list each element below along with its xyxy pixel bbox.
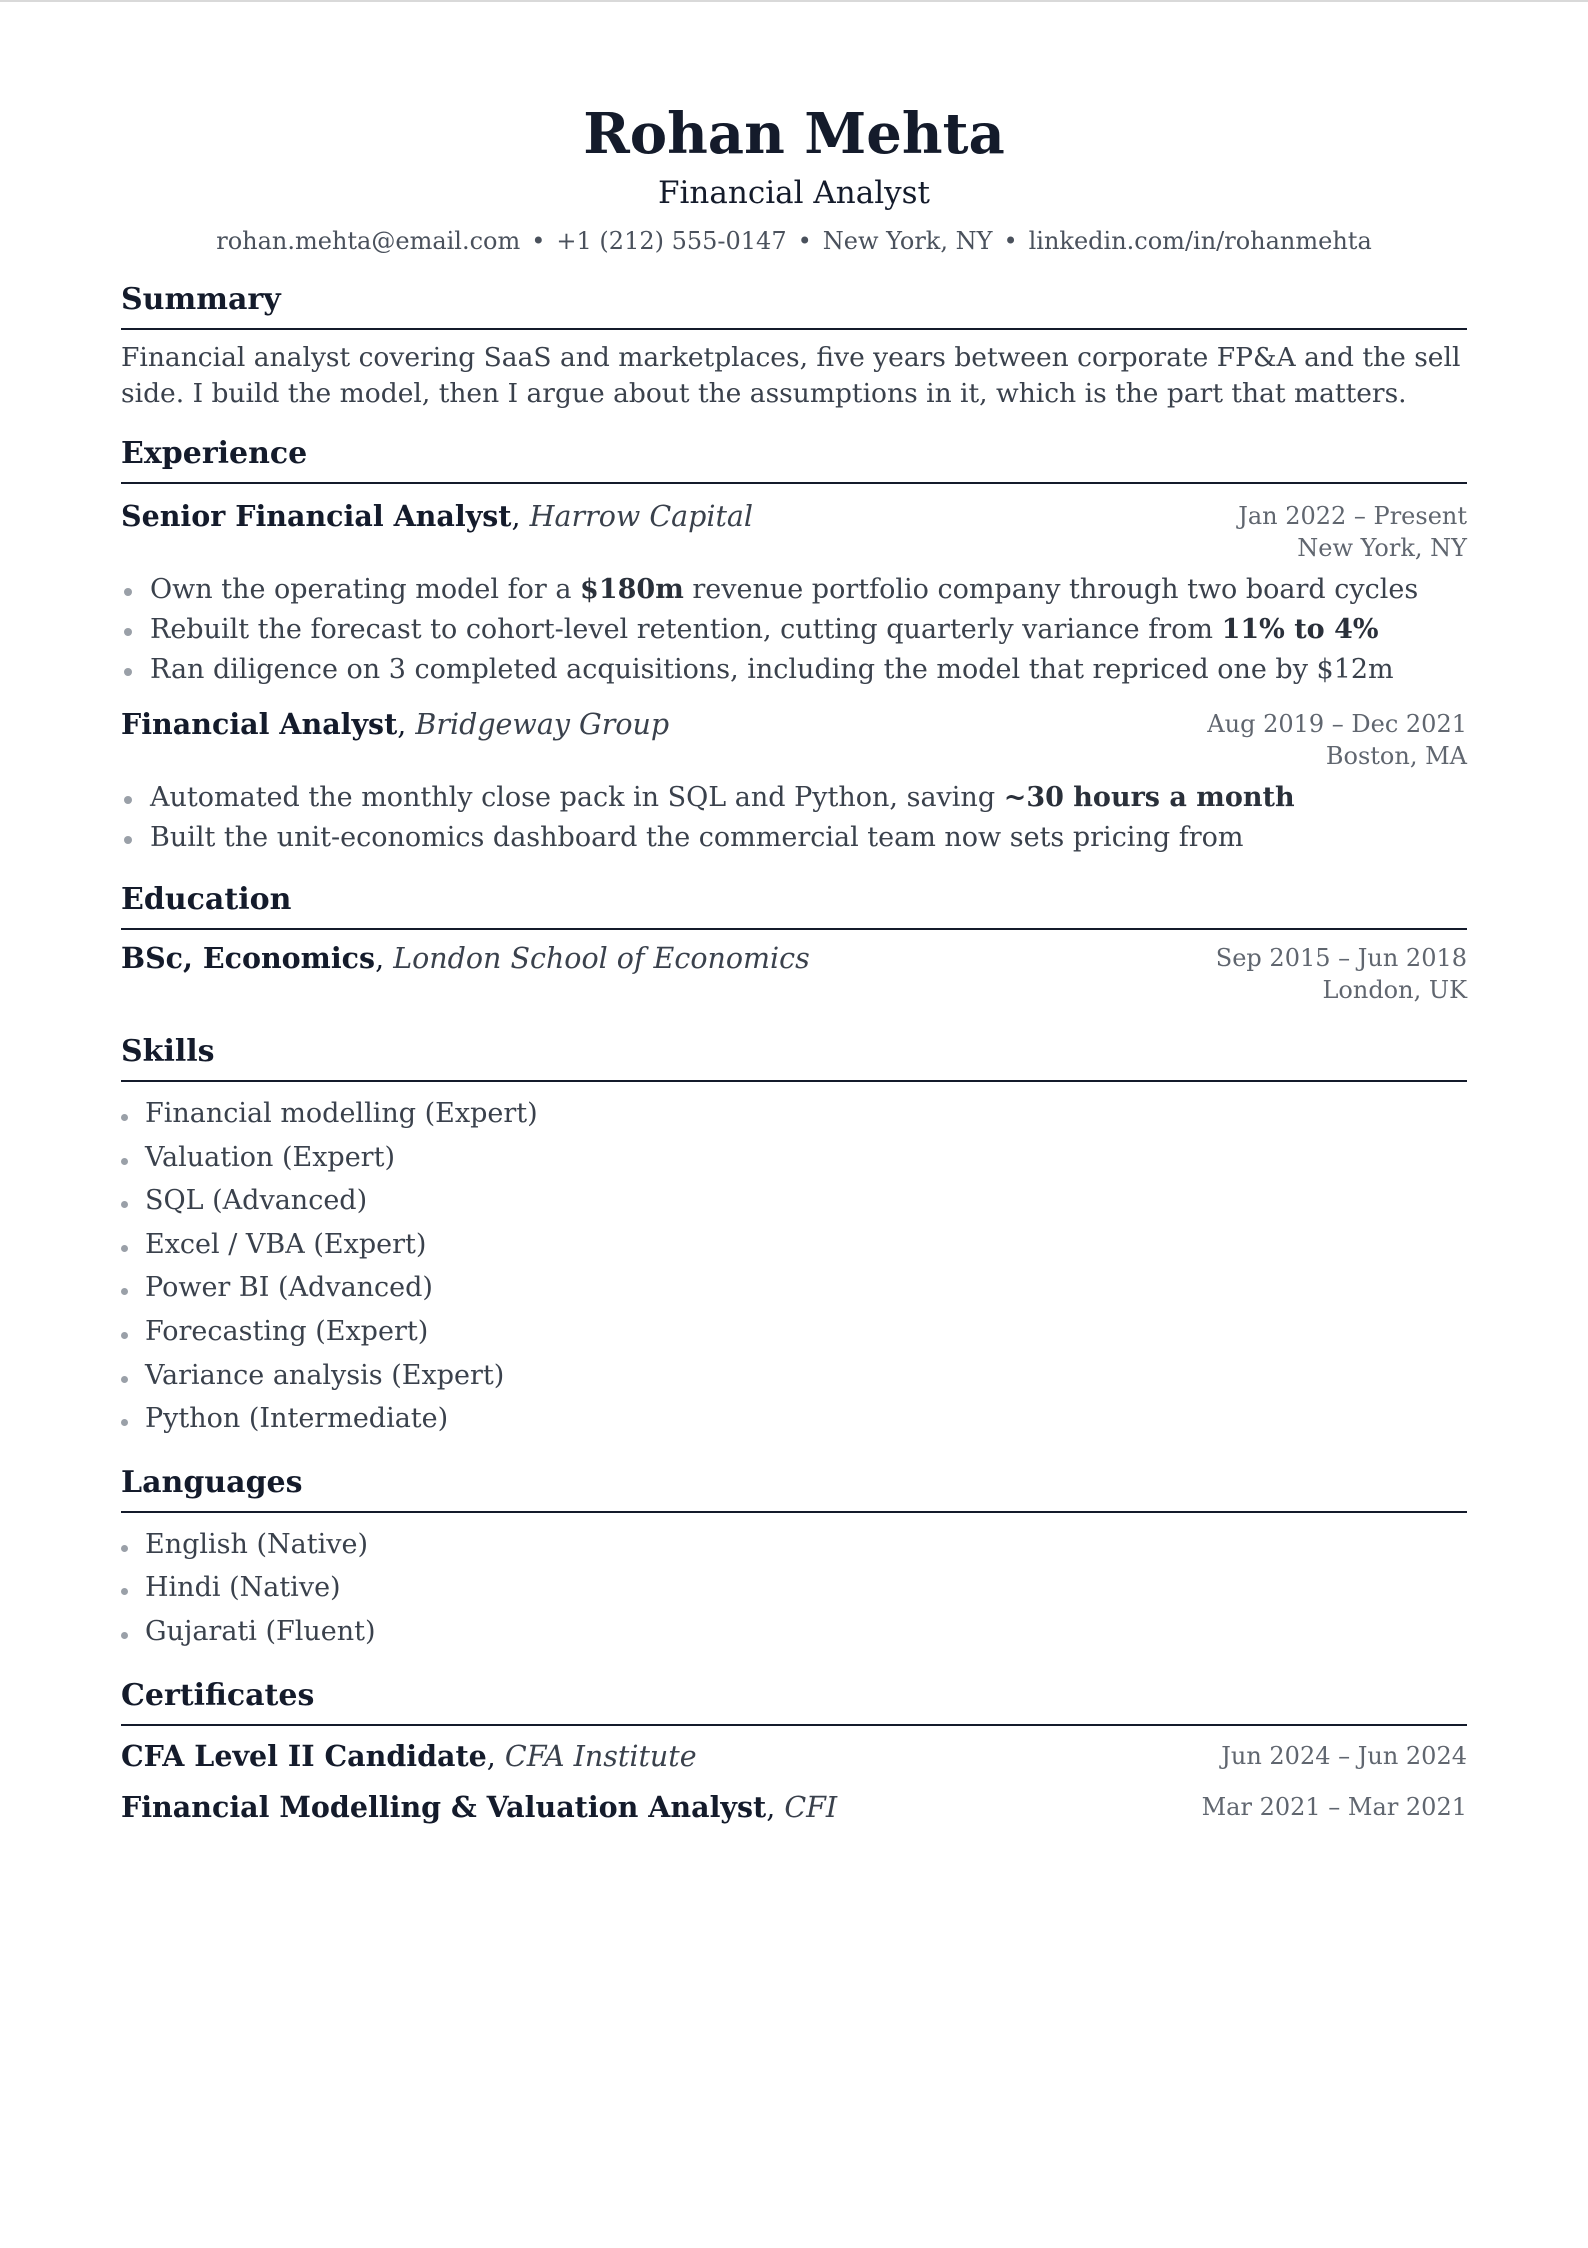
- certificate-dates: Mar 2021 – Mar 2021: [1201, 1792, 1467, 1821]
- skill-item: Excel / VBA (Expert): [121, 1223, 1467, 1267]
- skill-item: Variance analysis (Expert): [121, 1354, 1467, 1398]
- skill-item: Power BI (Advanced): [121, 1266, 1467, 1310]
- education-entry: [121, 938, 1467, 1006]
- contact-line: [121, 224, 1467, 258]
- job-heading: Senior Financial Analyst, Harrow Capital: [121, 499, 754, 533]
- job-bullet: Ran diligence on 3 completed acquisitions, including the model that repriced one by $12m: [121, 650, 1467, 690]
- skills-section: [121, 1030, 1467, 1441]
- contact-email[interactable]: rohan.mehta@email.com: [216, 227, 521, 255]
- languages-section: [121, 1461, 1467, 1654]
- job-bullet: Automated the monthly close pack in SQL and Python, saving ~30 hours a month: [121, 778, 1467, 818]
- language-item: Hindi (Native): [121, 1566, 1467, 1610]
- certificate-entry: [121, 1787, 1467, 1828]
- education-school: London School of Economics: [393, 942, 810, 975]
- education-section: [121, 878, 1467, 1006]
- job-entry: [121, 496, 1467, 564]
- certificate-name: CFA Level II Candidate: [121, 1738, 487, 1773]
- certificate-heading: Financial Modelling & Valuation Analyst, CFI: [121, 1789, 838, 1824]
- job-company: Bridgeway Group: [415, 708, 670, 741]
- skill-item: Forecasting (Expert): [121, 1310, 1467, 1354]
- candidate-name: Rohan Mehta: [583, 101, 1005, 167]
- job-company: Harrow Capital: [529, 500, 754, 533]
- certificates-section: [121, 1674, 1467, 1828]
- languages-list: [121, 1523, 1467, 1654]
- job-meta: [1207, 704, 1467, 772]
- language-item: Gujarati (Fluent): [121, 1610, 1467, 1654]
- education-degree: BSc, Economics: [121, 941, 376, 975]
- skill-item: Python (Intermediate): [121, 1397, 1467, 1441]
- job-location: New York, NY: [1297, 534, 1467, 562]
- candidate-role: Financial Analyst: [658, 175, 930, 211]
- education-location: London, UK: [1322, 976, 1467, 1004]
- language-item: English (Native): [121, 1523, 1467, 1567]
- education-meta: [1216, 938, 1467, 1006]
- section-title-education: Education: [121, 878, 1467, 930]
- skill-item: Financial modelling (Expert): [121, 1092, 1467, 1136]
- job-bullet: Own the operating model for a $180m revenue portfolio company through two board cycles: [121, 570, 1467, 610]
- job-bullets: [121, 570, 1467, 690]
- certificate-dates: Jun 2024 – Jun 2024: [1221, 1741, 1467, 1770]
- job-location: Boston, MA: [1325, 742, 1467, 770]
- resume-content: [121, 2, 1467, 1828]
- job-bullet: Built the unit-economics dashboard the commercial team now sets pricing from: [121, 818, 1467, 858]
- job-position: Financial Analyst: [121, 707, 398, 741]
- section-title-summary: Summary: [121, 278, 1467, 330]
- experience-section: [121, 432, 1467, 858]
- job-heading: Financial Analyst, Bridgeway Group: [121, 707, 670, 741]
- job-dates: Jan 2022 – Present: [1238, 502, 1467, 530]
- contact-separator: •: [531, 227, 546, 255]
- section-title-skills: Skills: [121, 1030, 1467, 1082]
- job-bullet: Rebuilt the forecast to cohort-level retention, cutting quarterly variance from 11% to 4%: [121, 610, 1467, 650]
- education-heading: BSc, Economics, London School of Economics: [121, 941, 810, 975]
- job-bullets: [121, 778, 1467, 858]
- certificate-name: Financial Modelling & Valuation Analyst: [121, 1789, 767, 1824]
- job-dates: Aug 2019 – Dec 2021: [1207, 710, 1467, 738]
- contact-location: New York, NY: [822, 227, 993, 255]
- job-entry: [121, 704, 1467, 772]
- summary-section: [121, 278, 1467, 412]
- job-meta: [1238, 496, 1467, 564]
- certificate-heading: CFA Level II Candidate, CFA Institute: [121, 1738, 697, 1773]
- section-title-languages: Languages: [121, 1461, 1467, 1513]
- resume-header: [121, 2, 1467, 258]
- section-title-experience: Experience: [121, 432, 1467, 484]
- skills-list: [121, 1092, 1467, 1441]
- contact-phone[interactable]: +1 (212) 555-0147: [556, 227, 787, 255]
- contact-separator: •: [797, 227, 812, 255]
- certificate-issuer: CFA Institute: [504, 1739, 697, 1773]
- certificate-issuer: CFI: [784, 1790, 838, 1824]
- skill-item: Valuation (Expert): [121, 1136, 1467, 1180]
- contact-linkedin[interactable]: linkedin.com/in/rohanmehta: [1028, 227, 1372, 255]
- section-title-certificates: Certificates: [121, 1674, 1467, 1726]
- job-position: Senior Financial Analyst: [121, 499, 512, 533]
- certificate-entry: [121, 1736, 1467, 1777]
- contact-separator: •: [1003, 227, 1018, 255]
- summary-text: Financial analyst covering SaaS and marketplaces, five years between corporate FP&A and the sell side. I build the model, then I argue about the assumptions in it, which is the part that matters.: [121, 342, 1461, 409]
- skill-item: SQL (Advanced): [121, 1179, 1467, 1223]
- education-dates: Sep 2015 – Jun 2018: [1215, 944, 1467, 972]
